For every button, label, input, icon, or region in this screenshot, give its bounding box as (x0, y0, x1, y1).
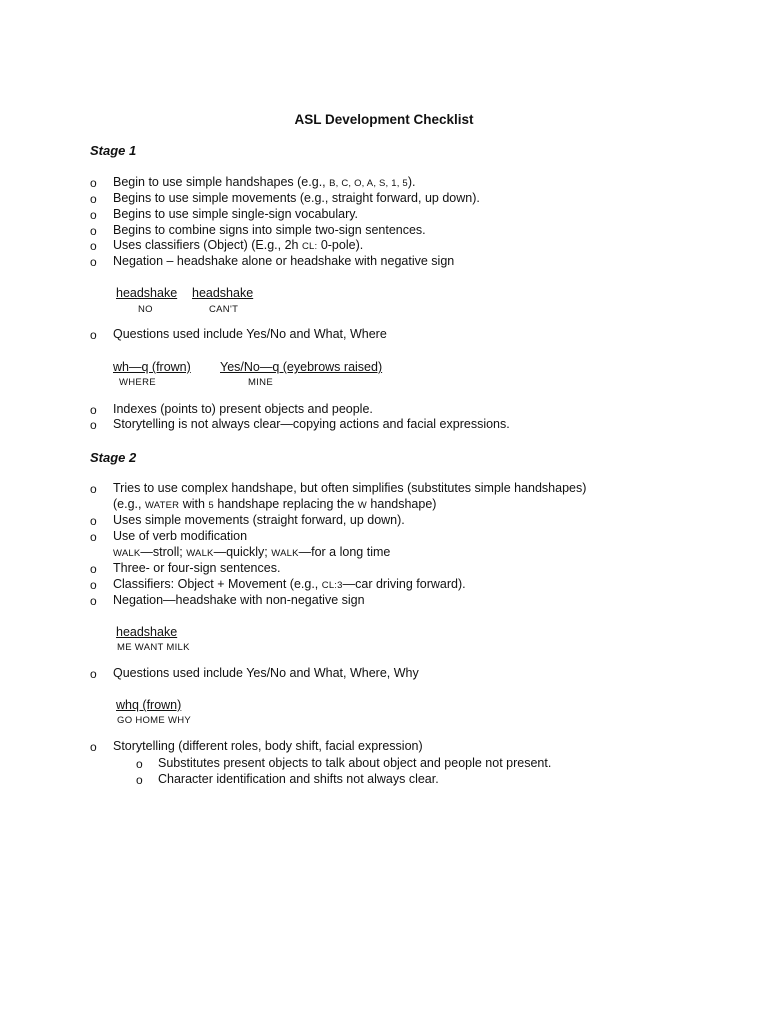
stage-2-item-negation: Negation—headshake with non-negative sign (113, 593, 365, 607)
bullet-marker: o (90, 328, 97, 342)
bullet-marker: o (90, 176, 97, 190)
gloss-sign: WHERE (119, 377, 156, 388)
stage-2-item-sentences: Three- or four-sign sentences. (113, 561, 281, 575)
stage-1-item-handshapes: Begin to use simple handshapes (e.g., B, C, O, A, S, 1, 5). (113, 175, 416, 189)
stage-1-item-vocabulary: Begins to use simple single-sign vocabulary. (113, 207, 359, 221)
stage-2-item-complex-example: (e.g., WATER with 5 handshape replacing the W handshape) (113, 497, 437, 511)
stage-2-item-storytelling: Storytelling (different roles, body shift, facial expression) (113, 739, 423, 753)
gloss-headshake: headshake (116, 625, 178, 639)
stage-1-item-questions: Questions used include Yes/No and What, Where (113, 327, 387, 341)
bullet-marker: o (90, 667, 97, 681)
stage-2-item-simple-movements: Uses simple movements (straight forward, up down). (113, 513, 405, 527)
gloss-sign: CAN'T (209, 304, 239, 315)
bullet-marker: o (90, 192, 97, 206)
stage-2-subitem-character: Character identification and shifts not always clear. (158, 772, 439, 786)
gloss-headshake: headshake (192, 286, 254, 300)
gloss-sign: ME WANT MILK (117, 642, 190, 653)
sub-bullet-marker: o (136, 757, 143, 771)
bullet-marker: o (90, 562, 97, 576)
stage-2-item-questions: Questions used include Yes/No and What, Where, Why (113, 666, 419, 680)
stage-1-item-negation: Negation – headshake alone or headshake with negative sign (113, 254, 455, 268)
gloss-sign: GO HOME WHY (117, 715, 192, 726)
stage-1-item-indexes: Indexes (points to) present objects and people. (113, 402, 373, 416)
gloss-question-type: Yes/No—q (eyebrows raised) (220, 360, 383, 374)
stage-2-item-verb-modification: Use of verb modification (113, 529, 248, 543)
gloss-question-type: whq (frown) (116, 698, 182, 712)
stage-1-item-storytelling: Storytelling is not always clear—copying actions and facial expressions. (113, 417, 510, 431)
stage-1-item-classifiers: Uses classifiers (Object) (E.g., 2h CL: 0-pole). (113, 238, 364, 252)
bullet-marker: o (90, 403, 97, 417)
gloss-sign: MINE (248, 377, 273, 388)
gloss-question-type: wh—q (frown) (113, 360, 191, 374)
bullet-marker: o (90, 239, 97, 253)
bullet-marker: o (90, 578, 97, 592)
stage-2-item-classifiers: Classifiers: Object + Movement (e.g., CL:3—car driving forward). (113, 577, 466, 591)
document-title: ASL Development Checklist (294, 112, 474, 127)
stage-2-subitem-substitutes: Substitutes present objects to talk about object and people not present. (158, 756, 552, 770)
bullet-marker: o (90, 418, 97, 432)
stage-1-heading: Stage 1 (90, 143, 137, 158)
sub-bullet-marker: o (136, 773, 143, 787)
stage-1-item-two-sign: Begins to combine signs into simple two-sign sentences. (113, 223, 426, 237)
bullet-marker: o (90, 224, 97, 238)
bullet-marker: o (90, 514, 97, 528)
stage-2-item-complex-handshape: Tries to use complex handshape, but often simplifies (substitutes simple handshapes) (113, 481, 587, 495)
stage-2-heading: Stage 2 (90, 450, 137, 465)
bullet-marker: o (90, 594, 97, 608)
bullet-marker: o (90, 208, 97, 222)
bullet-marker: o (90, 482, 97, 496)
bullet-marker: o (90, 530, 97, 544)
gloss-sign: NO (138, 304, 153, 315)
gloss-headshake: headshake (116, 286, 178, 300)
stage-2-item-verb-examples: WALK—stroll; WALK—quickly; WALK—for a long time (113, 545, 391, 559)
stage-1-item-movements: Begins to use simple movements (e.g., straight forward, up down). (113, 191, 480, 205)
bullet-marker: o (90, 740, 97, 754)
bullet-marker: o (90, 255, 97, 269)
